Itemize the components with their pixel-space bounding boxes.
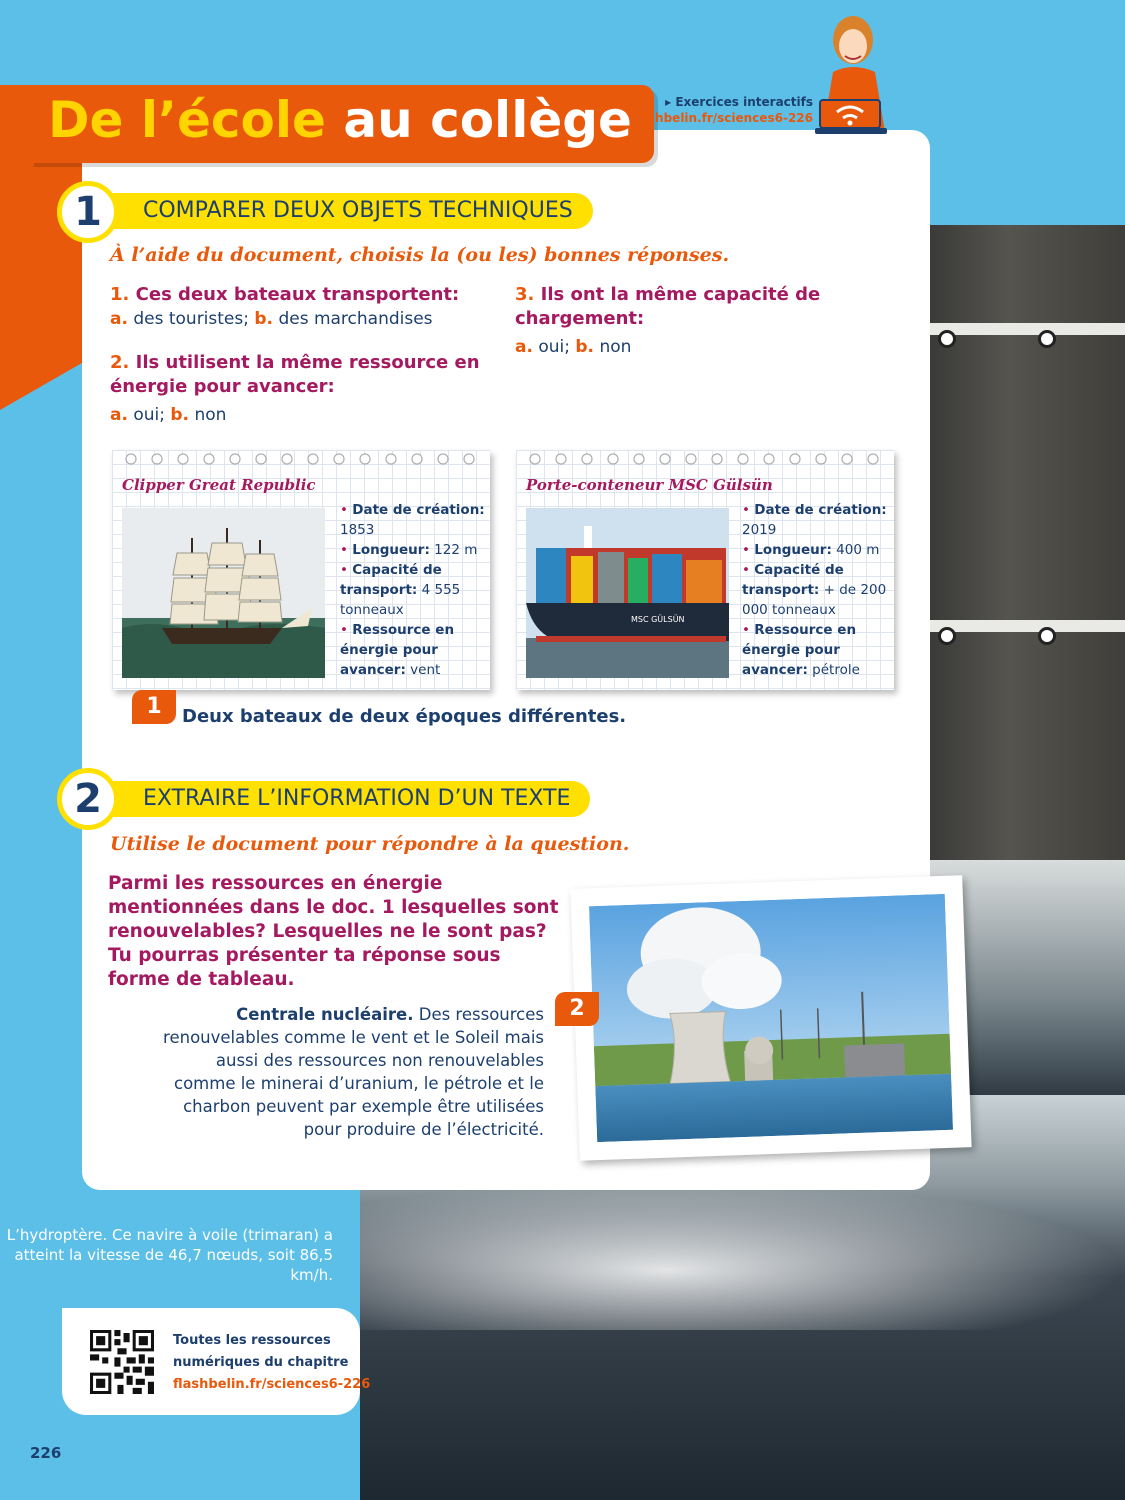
clipper-energy-label: Ressource en énergie pour avancer: — [340, 622, 455, 678]
clipper-capacity: 4 555 tonneaux — [340, 582, 461, 618]
clipper-facts: • Date de création: 1853 • Longueur: 122 m • Capacité de transport: 4 555 tonneaux • Ressource en énergie pour avancer: vent — [340, 502, 485, 678]
question-3 — [515, 283, 835, 359]
clipper-energy: vent — [410, 662, 441, 678]
section-2-question: Parmi les ressources en énergie mentionnées dans le doc. 1 lesquelles sont renouvelables? Lesquelles ne le sont pas? Tu pourras présenter ta réponse sous forme de tableau. — [108, 873, 559, 990]
notebook-rings — [522, 452, 888, 466]
title-part-2: au collège — [343, 91, 632, 149]
clipper-length: 122 m — [434, 542, 478, 558]
nuclear-plant-image — [589, 894, 953, 1142]
container-ship-card — [516, 450, 894, 690]
q3-option-a-label: a. — [515, 337, 533, 357]
section-1-instruction: À l’aide du document, choisis la (ou les) bonnes réponses. — [110, 244, 730, 266]
section-2-instruction: Utilise le document pour répondre à la question. — [110, 833, 630, 855]
interactive-exercises[interactable] — [631, 94, 813, 126]
q3-option-b-label: b. — [575, 337, 595, 357]
qr-link[interactable]: flashbelin.fr/sciences6-226 — [173, 1377, 371, 1392]
doc-2-title: Centrale nucléaire. — [236, 1005, 414, 1024]
clipper-ship-image — [122, 508, 325, 678]
qr-code-icon[interactable] — [90, 1330, 154, 1394]
q2-number: 2. — [110, 352, 130, 373]
exercises-link[interactable]: flashbelin.fr/sciences6-226 — [630, 111, 813, 125]
q2-option-a[interactable]: oui; — [133, 405, 165, 425]
section-2-number: 2 — [57, 768, 119, 830]
page-title — [30, 85, 654, 163]
section-1-number: 1 — [57, 181, 119, 243]
clipper-date-label: Date de création: — [352, 502, 485, 518]
clipper-capacity-label: Capacité de transport: — [340, 562, 442, 598]
q2-option-b-label: b. — [170, 405, 190, 425]
doc-1-caption: Deux bateaux de deux époques différentes. — [182, 706, 627, 727]
container-ship-name: Porte-conteneur MSC Gülsün — [526, 476, 773, 494]
hull-name: MSC GÜLSÜN — [631, 615, 685, 624]
q1-text: Ces deux bateaux transportent: — [135, 284, 460, 305]
container-capacity-label: Capacité de transport: — [742, 562, 844, 598]
question-1 — [110, 283, 490, 331]
notebook-rings — [118, 452, 484, 466]
doc-2-badge: 2 — [555, 992, 599, 1026]
title-part-1: De l’école — [48, 91, 326, 149]
container-ship-image — [526, 508, 729, 678]
nuclear-plant-photo — [570, 875, 971, 1161]
page-number: 226 — [30, 1444, 62, 1462]
q2-option-a-label: a. — [110, 405, 128, 425]
clipper-length-label: Longueur: — [352, 542, 430, 558]
q1-option-a-label: a. — [110, 309, 128, 329]
container-date-label: Date de création: — [754, 502, 887, 518]
container-energy: pétrole — [812, 662, 860, 678]
q3-text: Ils ont la même capacité de chargement: — [515, 284, 821, 329]
section-1-heading: COMPARER DEUX OBJETS TECHNIQUES — [88, 193, 593, 229]
q3-option-b[interactable]: non — [599, 337, 632, 357]
q1-option-a[interactable]: des touristes; — [133, 309, 249, 329]
container-length-label: Longueur: — [754, 542, 832, 558]
girl-with-laptop-illustration — [815, 12, 905, 142]
qr-line-1: Toutes les ressources — [173, 1333, 331, 1348]
q2-option-b[interactable]: non — [194, 405, 227, 425]
container-capacity: + de 200 000 tonneaux — [742, 582, 887, 618]
q3-option-a[interactable]: oui; — [538, 337, 570, 357]
clipper-date: 1853 — [340, 522, 375, 538]
q3-number: 3. — [515, 284, 535, 305]
exercises-label: ▸ Exercices interactifs — [665, 95, 813, 109]
hydroptere-caption: L’hydroptère. Ce navire à voile (trimaran) a atteint la vitesse de 46,7 nœuds, soit 86,5 km/h. — [6, 1226, 333, 1284]
question-2 — [110, 351, 480, 427]
water-spray — [360, 1180, 1125, 1330]
container-length: 400 m — [836, 542, 880, 558]
qr-text — [173, 1330, 370, 1396]
clipper-card — [112, 450, 490, 690]
clipper-name: Clipper Great Republic — [122, 476, 316, 494]
container-energy-label: Ressource en énergie pour avancer: — [742, 622, 857, 678]
q1-option-b-label: b. — [254, 309, 274, 329]
q1-number: 1. — [110, 284, 130, 305]
container-date: 2019 — [742, 522, 777, 538]
q2-text: Ils utilisent la même ressource en énergie pour avancer: — [110, 352, 480, 397]
container-ship-facts: • Date de création: 2019 • Longueur: 400 m • Capacité de transport: + de 200 000 tonneaux • Ressource en énergie pour avancer: pétrole — [742, 502, 887, 678]
doc-2-text: Des ressources renouvelables comme le vent et le Soleil mais aussi des ressources non renouvelables comme le minerai d’uranium, le pétrole et le charbon peuvent par exemple être utilisées pour produire de l’électricité. — [163, 1005, 544, 1139]
section-2-heading: EXTRAIRE L’INFORMATION D’UN TEXTE — [88, 781, 590, 817]
doc-2-text-block — [160, 1003, 544, 1141]
q1-option-b[interactable]: des marchandises — [278, 309, 433, 329]
doc-1-badge: 1 — [132, 690, 176, 724]
qr-line-2: numériques du chapitre — [173, 1355, 349, 1370]
